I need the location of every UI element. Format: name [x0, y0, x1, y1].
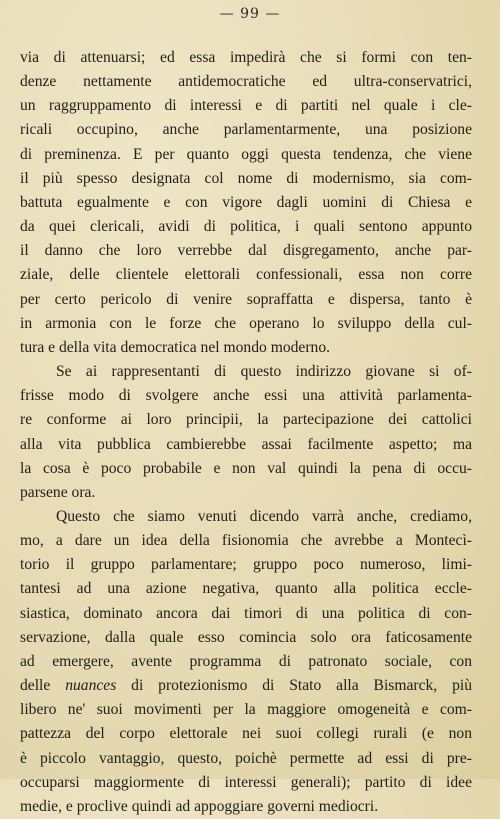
text-line [20, 674, 472, 698]
text-line: mo, a dare un idea della fisionomia che avrebbe a Montecì- [20, 532, 472, 550]
text-line: alla vita pubblica cambierebbe assai facilmente aspetto; ma [20, 435, 472, 453]
text-line: la cosa è poco probabile e non val quindi la pena di occu- [20, 459, 472, 477]
text-line: parsene ora. [20, 483, 96, 501]
text-line: di preminenza. E per quanto oggi questa tendenza, che viene [20, 145, 472, 163]
text-line: medie, e proclive quindi ad appoggiare governi mediocri. [20, 797, 379, 815]
text-line: ricali occupino, anche parlamentarmente, una posizione [20, 121, 472, 139]
text-line: ad emergere, avente programma di patronato sociale, con [20, 652, 472, 670]
text-line: libero ne' suoi movimenti per la maggiore omogeneità e com- [20, 701, 472, 719]
text-line: il danno che loro verrebbe dal disgregamento, anche par- [20, 242, 472, 260]
text-line: servazione, dalla quale esso comincia solo ora faticosamente [20, 628, 472, 646]
text-line: occuparsi maggiormente di interessi generali); partito di idee [20, 773, 472, 791]
text-line: Se ai rappresentanti di questo indirizzo giovane si of- [56, 363, 472, 381]
text-line: pattezza del corpo elettorale nei suoi collegi rurali (e non [20, 725, 472, 743]
text-line: ziale, delle clientele elettorali confessionali, essa non corre [20, 266, 472, 284]
text-line: da quei clericali, avidi di politica, i quali sentono appunto [20, 218, 472, 236]
text-line: battuta egualmente e con vigore dagli uomini di Chiesa e [20, 193, 472, 211]
text-line: un raggruppamento di interessi e di partiti nel quale i cle- [20, 97, 472, 115]
text-line: per certo pericolo di venire sopraffatta e dispersa, tanto è [20, 290, 472, 308]
text-line: denze nettamente antidemocratiche ed ultra-conservatrici, [20, 73, 472, 91]
text-line: torio il gruppo parlamentare; gruppo poco numeroso, limi- [20, 556, 472, 574]
text-line: è piccolo vantaggio, questo, poichè permette ad essi di pre- [20, 749, 472, 767]
text-line [20, 505, 472, 529]
text-fragment: di protezionismo di Stato alla Bismarck, più [131, 677, 472, 695]
italic-word: nuances [65, 677, 117, 695]
text-line: via di attenuarsi; ed essa impedirà che si formi con ten- [20, 49, 472, 66]
text-line: tantesi ad una azione negativa, quanto alla politica eccle- [20, 580, 472, 598]
text-line: frisse modo di svolgere anche essi una attività parlamenta- [20, 387, 472, 405]
text-line: in armonia con le forze che operano lo sviluppo della cul- [20, 314, 472, 332]
text-line: re conforme ai loro principii, la partecipazione dei cattolici [20, 411, 472, 429]
text-fragment: Questo che siamo venuti dicendo varrà anche, crediamo, [56, 507, 472, 525]
text-line: tura e della vita democratica nel mondo moderno. [20, 338, 331, 356]
page-number: — 99 — [219, 6, 281, 22]
text-fragment: delle [20, 677, 51, 695]
body-text [20, 46, 472, 819]
text-line: siastica, dominato ancora dai timori di una politica di con- [20, 604, 472, 622]
text-line: il più spesso designata col nome di modernismo, sia com- [20, 169, 472, 187]
